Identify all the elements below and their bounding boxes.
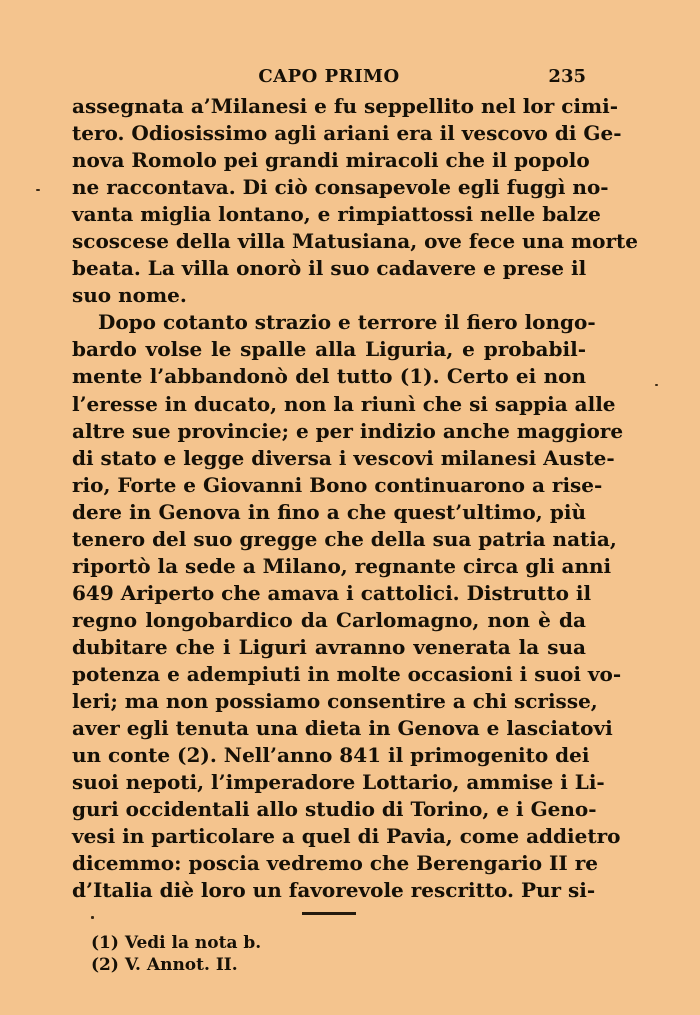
text-line: suoi nepoti, l’imperadore Lottario, ammise i Li- <box>72 770 605 795</box>
text-line: Dopo cotanto strazio e terrore il fiero longo- <box>98 310 596 335</box>
body-text <box>72 93 639 904</box>
text-line: regno longobardico da Carlomagno, non è da <box>72 607 586 632</box>
text-line: dicemmo: poscia vedremo che Berengario II re <box>72 851 598 876</box>
running-title: CAPO PRIMO <box>258 66 400 87</box>
text-line: beata. La villa onorò il suo cadavere e prese il <box>72 256 587 281</box>
text-line: altre sue provincie; e per indizio anche maggiore <box>72 418 624 443</box>
ink-speck <box>91 916 94 919</box>
text-line: riportò la sede a Milano, regnante circa gli anni <box>72 553 612 578</box>
text-line: d’Italia diè loro un favorevole rescritto. Pur si- <box>72 878 596 903</box>
text-line: aver egli tenuta una dieta in Genova e lasciatovi <box>72 716 613 741</box>
text-line: tero. Odiosissimo agli ariani era il vescovo di Ge- <box>72 121 622 146</box>
text-line: scoscese della villa Matusiana, ove fece una morte <box>72 229 639 254</box>
page-number: 235 <box>548 66 586 87</box>
text-line: nova Romolo pei grandi miracoli che il popolo <box>72 148 590 173</box>
ink-speck <box>655 384 658 386</box>
text-line: un conte (2). Nell’anno 841 il primogenito dei <box>72 743 590 768</box>
text-line: tenero del suo gregge che della sua patria natia, <box>72 526 617 551</box>
text-line: l’eresse in ducato, non la riunì che si sappia alle <box>72 391 616 416</box>
footnote: (2) V. Annot. II. <box>91 955 238 975</box>
text-line: leri; ma non possiamo consentire a chi scrisse, <box>72 689 598 714</box>
text-line: vesi in particolare a quel di Pavia, come addietro <box>72 824 621 849</box>
text-line: guri occidentali allo studio di Torino, e i Geno- <box>72 797 597 822</box>
text-line: rio, Forte e Giovanni Bono continuarono a rise- <box>72 472 603 497</box>
text-line: vanta miglia lontano, e rimpiattossi nelle balze <box>72 202 601 227</box>
text-line: 649 Ariperto che amava i cattolici. Distrutto il <box>72 580 592 605</box>
footnote-divider <box>302 912 356 915</box>
text-line: dere in Genova in fino a che quest’ultimo, più <box>72 499 586 524</box>
text-line: assegnata a’Milanesi e fu seppellito nel lor cimi- <box>72 94 619 118</box>
footnotes <box>91 932 391 976</box>
ink-speck <box>36 189 40 191</box>
text-line: suo nome. <box>72 283 187 308</box>
footnote: (1) Vedi la nota b. <box>91 933 262 953</box>
text-line: dubitare che i Liguri avranno venerata la sua <box>72 634 586 659</box>
text-line: ne raccontava. Di ciò consapevole egli fuggì no- <box>72 175 609 200</box>
text-line: mente l’abbandonò del tutto (1). Certo ei non <box>72 364 586 389</box>
running-head <box>72 66 586 92</box>
text-line: di stato e legge diversa i vescovi milanesi Auste- <box>72 445 615 470</box>
text-line: potenza e adempiuti in molte occasioni i suoi vo- <box>72 661 622 686</box>
text-line: bardo volse le spalle alla Liguria, e probabil- <box>72 337 586 362</box>
